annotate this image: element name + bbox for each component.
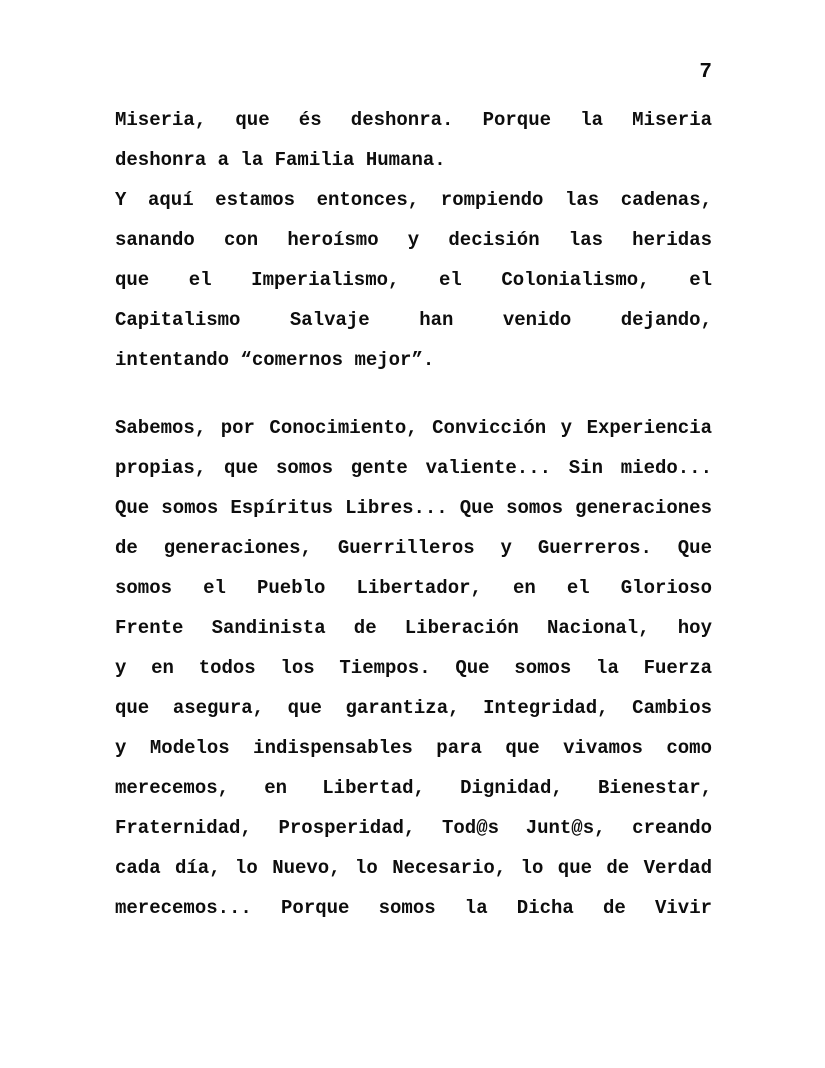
- text-line: de generaciones, Guerrilleros y Guerreros. Que: [115, 537, 712, 559]
- text-line: intentando “comernos mejor”.: [115, 349, 435, 371]
- paragraph: [115, 408, 712, 928]
- page-body: [115, 100, 712, 928]
- text-line: Fraternidad, Prosperidad, Tod@s Junt@s, creando: [115, 817, 712, 839]
- paragraph: [115, 100, 712, 180]
- text-line: deshonra a la Familia Humana.: [115, 149, 446, 171]
- text-line: y en todos los Tiempos. Que somos la Fuerza: [115, 657, 712, 679]
- text-line: Y aquí estamos entonces, rompiendo las cadenas,: [115, 189, 712, 211]
- text-line: merecemos... Porque somos la Dicha de Vivir: [115, 897, 712, 919]
- text-line: que el Imperialismo, el Colonialismo, el: [115, 269, 712, 291]
- text-line: sanando con heroísmo y decisión las heridas: [115, 229, 712, 251]
- text-line: propias, que somos gente valiente... Sin miedo...: [115, 457, 712, 479]
- page-number: 7: [699, 61, 712, 84]
- text-line: y Modelos indispensables para que vivamos como: [115, 737, 712, 759]
- text-line: que asegura, que garantiza, Integridad, Cambios: [115, 697, 712, 719]
- text-line: somos el Pueblo Libertador, en el Glorioso: [115, 577, 712, 599]
- text-line: cada día, lo Nuevo, lo Necesario, lo que de Verdad: [115, 857, 712, 879]
- text-line: merecemos, en Libertad, Dignidad, Bienestar,: [115, 777, 712, 799]
- text-line: Que somos Espíritus Libres... Que somos generaciones: [115, 497, 712, 519]
- text-line: Miseria, que és deshonra. Porque la Miseria: [115, 109, 712, 131]
- text-line: Frente Sandinista de Liberación Nacional, hoy: [115, 617, 712, 639]
- paragraph: [115, 180, 712, 380]
- text-line: Capitalismo Salvaje han venido dejando,: [115, 309, 712, 331]
- text-line: Sabemos, por Conocimiento, Convicción y Experiencia: [115, 417, 712, 439]
